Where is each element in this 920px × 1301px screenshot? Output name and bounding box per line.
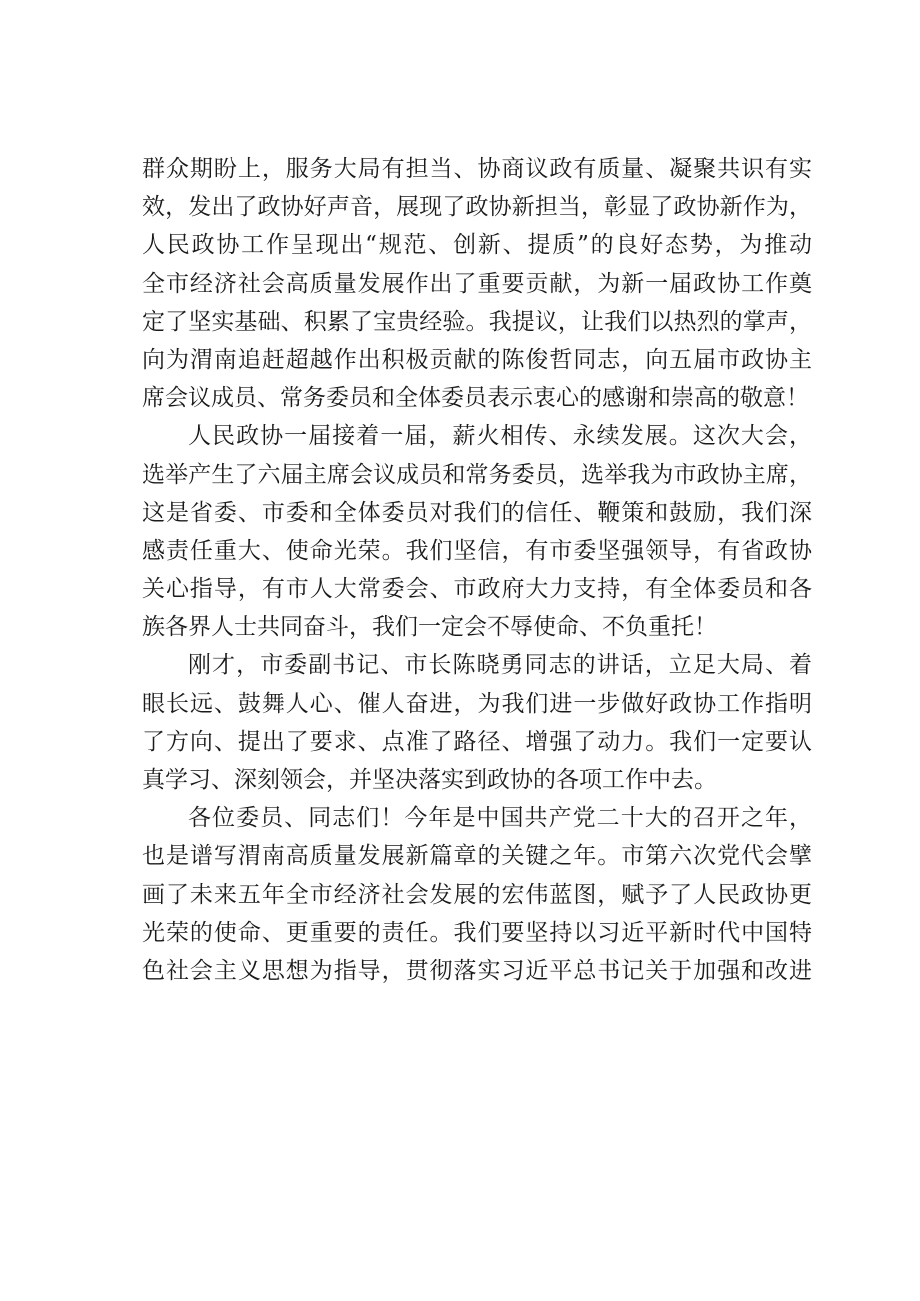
paragraph-first-line: 各位委员、同志们！今年是中国共产党二十大的召开之年， — [188, 805, 812, 832]
paragraph-first-line: 人民政协一届接着一届，薪火相传、永续发展。这次大会， — [188, 423, 812, 450]
body-text — [142, 150, 812, 990]
text-line: 定了坚实基础、积累了宝贵经验。我提议，让我们以热烈的掌声， — [142, 308, 812, 335]
text-line: 群众期盼上，服务大局有担当、协商议政有质量、凝聚共识有实 — [142, 156, 812, 182]
text-line: 色社会主义思想为指导，贯彻落实习近平总书记关于加强和改进 — [142, 957, 812, 984]
text-line: 全市经济社会高质量发展作出了重要贡献，为新一届政协工作奠 — [142, 270, 812, 297]
text-line: 了方向、提出了要求、点准了路径、增强了动力。我们一定要认 — [142, 728, 812, 755]
text-line: 也是谱写渭南高质量发展新篇章的关键之年。市第六次党代会擘 — [142, 843, 812, 870]
text-line: 人民政协工作呈现出“规范、创新、提质”的良好态势，为推动 — [142, 232, 812, 259]
text-line: 感责任重大、使命光荣。我们坚信，有市委坚强领导，有省政协 — [142, 537, 812, 564]
text-line: 光荣的使命、更重要的责任。我们要坚持以习近平新时代中国特 — [142, 919, 812, 946]
paragraph-first-line: 刚才，市委副书记、市长陈晓勇同志的讲话，立足大局、着 — [188, 652, 812, 679]
text-line: 真学习、深刻领会，并坚决落实到政协的各项工作中去。 — [142, 767, 717, 793]
text-line: 效，发出了政协好声音，展现了政协新担当，彰显了政协新作为， — [142, 194, 812, 221]
text-line: 眼长远、鼓舞人心、催人奋进，为我们进一步做好政协工作指明 — [142, 690, 812, 717]
text-line: 席会议成员、常务委员和全体委员表示衷心的感谢和崇高的敬意！ — [142, 385, 809, 412]
text-line: 关心指导，有市人大常委会、市政府大力支持，有全体委员和各 — [142, 576, 812, 603]
text-line: 族各界人士共同奋斗，我们一定会不辱使命、不负重托！ — [142, 614, 717, 641]
text-line: 选举产生了六届主席会议成员和常务委员，选举我为市政协主席， — [142, 461, 812, 488]
text-line: 画了未来五年全市经济社会发展的宏伟蓝图，赋予了人民政协更 — [142, 881, 812, 908]
text-line: 这是省委、市委和全体委员对我们的信任、鞭策和鼓励，我们深 — [142, 499, 812, 526]
text-line: 向为渭南追赶超越作出积极贡献的陈俊哲同志，向五届市政协主 — [142, 346, 812, 373]
